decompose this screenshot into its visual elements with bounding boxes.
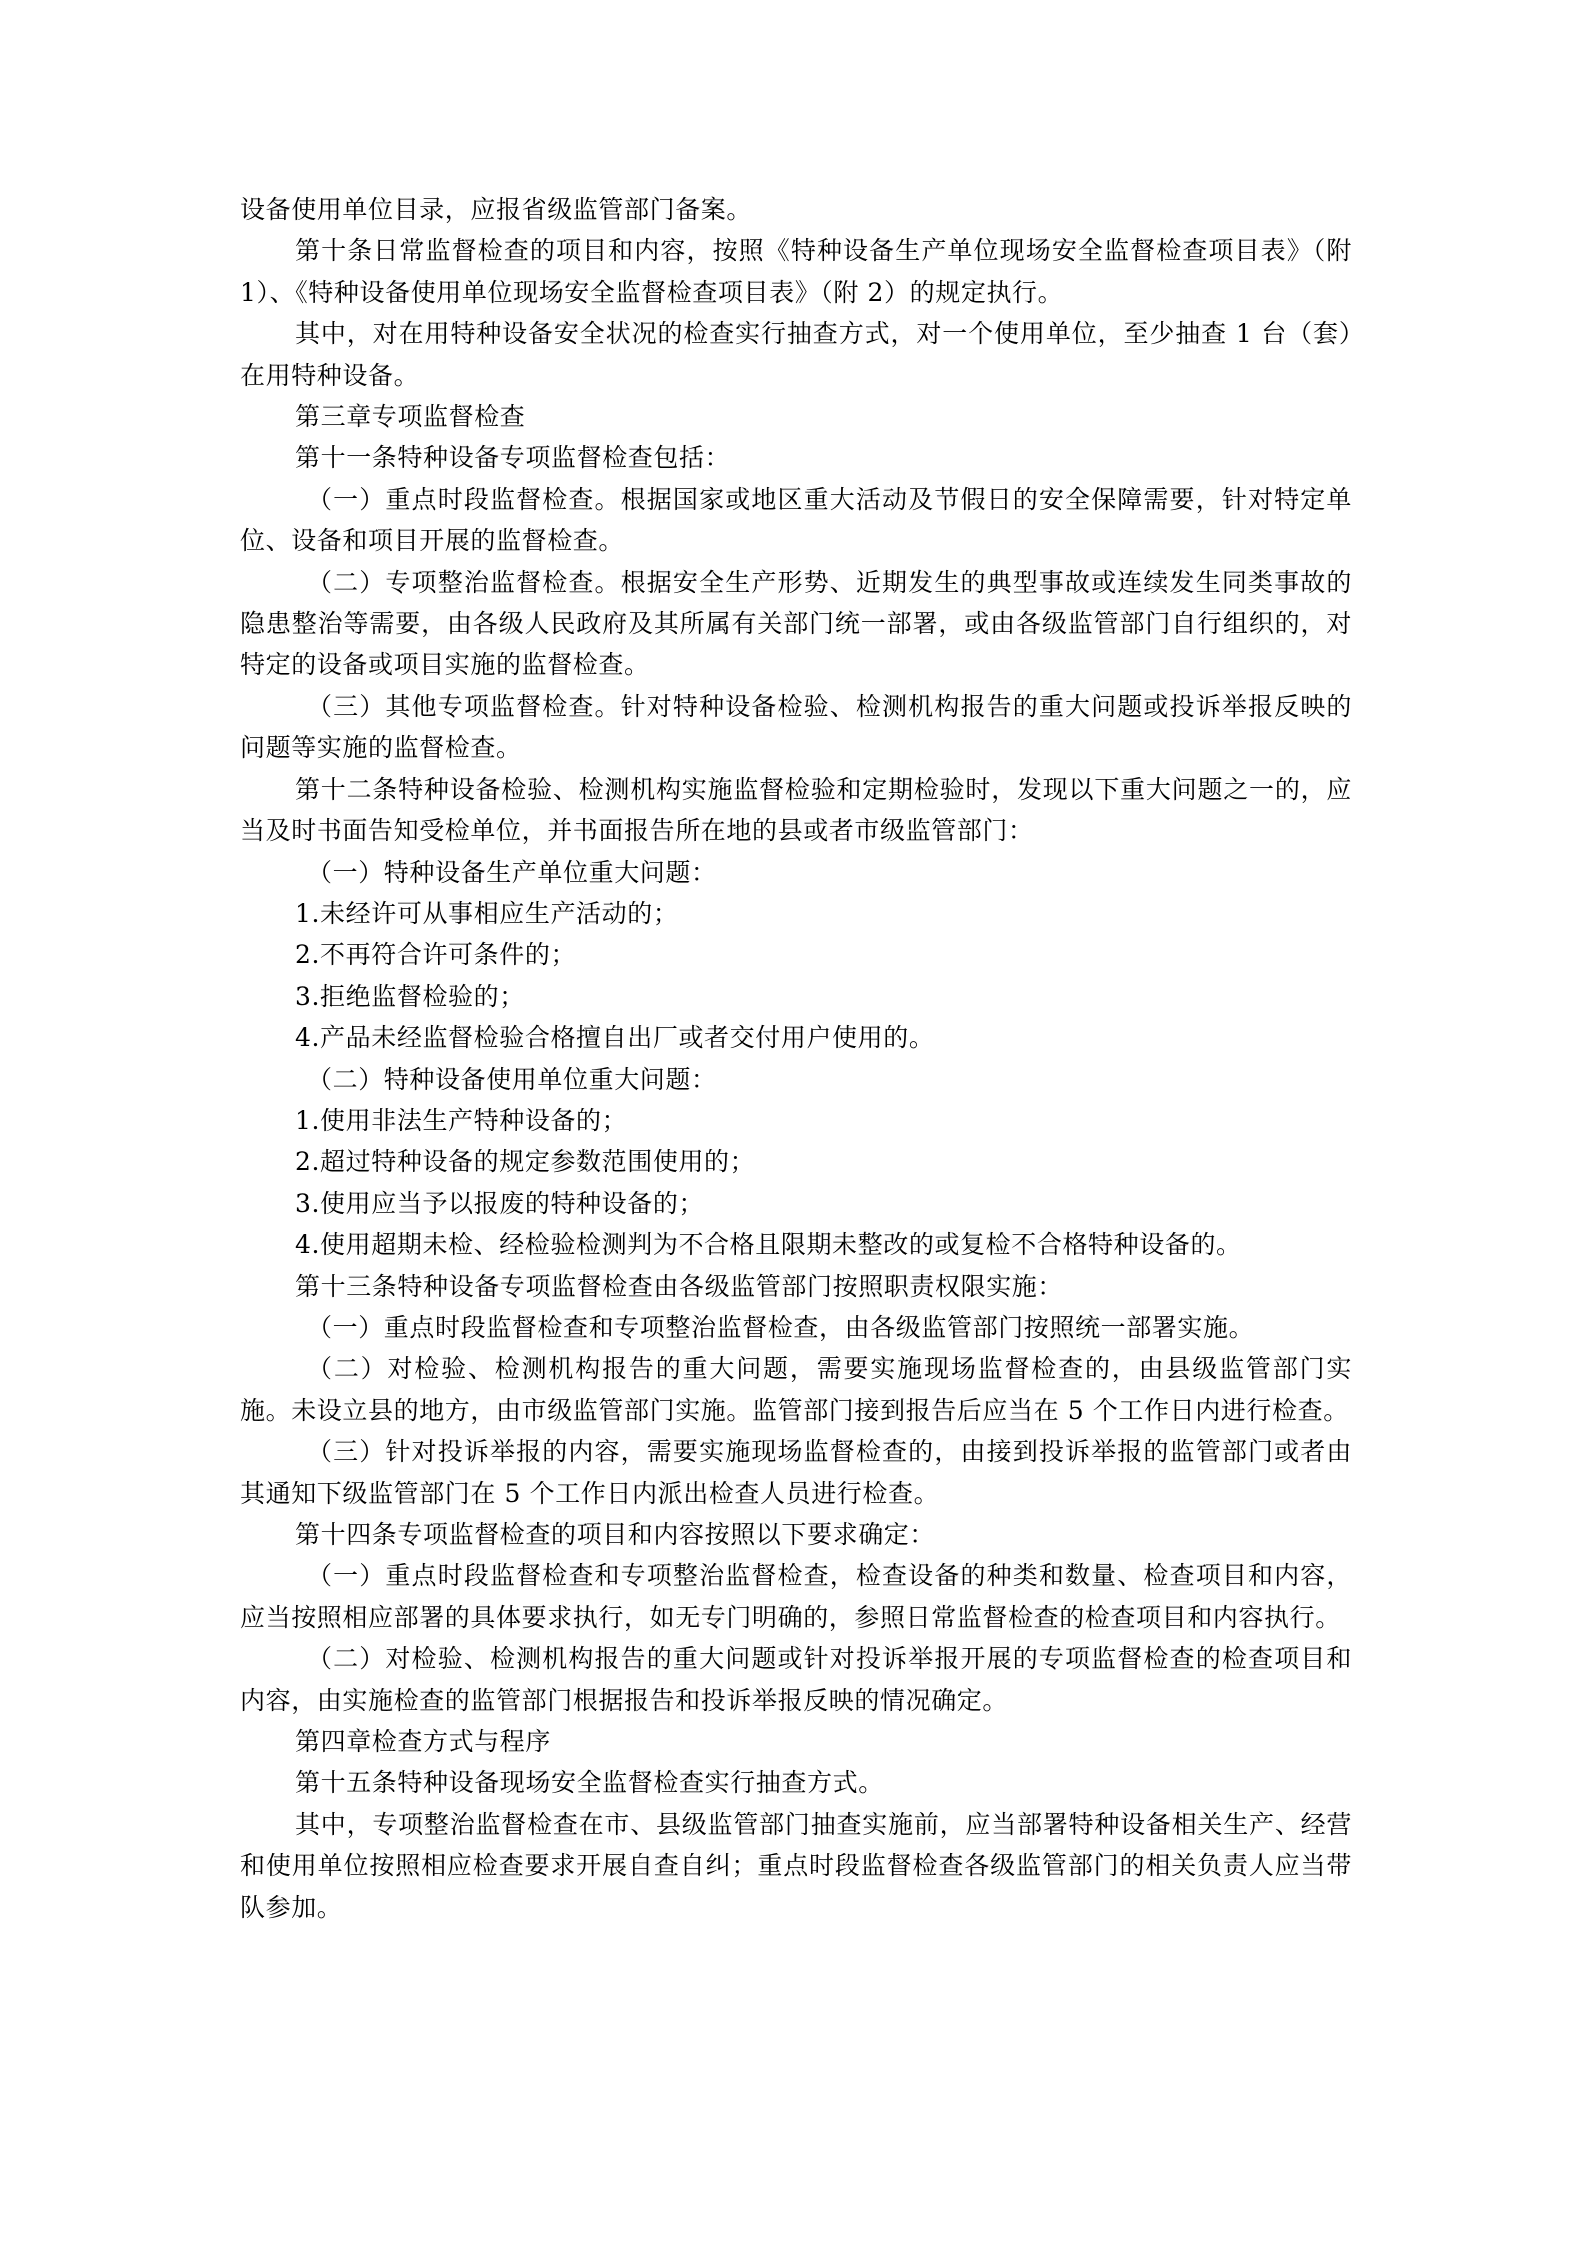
list-item: 3.使用应当予以报废的特种设备的； <box>295 1188 705 1218</box>
article-15-paragraph: 第十五条特种设备现场安全监督检查实行抽查方式。 <box>295 1768 884 1798</box>
list-item: （三）针对投诉举报的内容，需要实施现场监督检查的，由接到投诉举报的监管部门或者由其通知下级监管部门在 5 个工作日内派出检查人员进行检查。 <box>240 1437 1352 1508</box>
list-item: 2.超过特种设备的规定参数范围使用的； <box>295 1147 756 1177</box>
list-item: 3.拒绝监督检验的； <box>295 981 525 1011</box>
list-item: 1.未经许可从事相应生产活动的； <box>295 898 679 928</box>
paragraph: 其中，专项整治监督检查在市、县级监管部门抽查实施前，应当部署特种设备相关生产、经营和使用单位按照相应检查要求开展自查自纠；重点时段监督检查各级监管部门的相关负责人应当带队参加。 <box>240 1809 1352 1922</box>
list-item: 2.不再符合许可条件的； <box>295 940 577 970</box>
chapter-4-heading: 第四章检查方式与程序 <box>295 1727 552 1757</box>
document-body <box>240 189 1352 1928</box>
list-item: 4.使用超期未检、经检验检测判为不合格且限期未整改的或复检不合格特种设备的。 <box>295 1230 1242 1260</box>
list-item: （三）其他专项监督检查。针对特种设备检验、检测机构报告的重大问题或投诉举报反映的问题等实施的监督检查。 <box>240 691 1352 763</box>
list-item: （一）重点时段监督检查和专项整治监督检查，检查设备的种类和数量、检查项目和内容，应当按照相应部署的具体要求执行，如无专门明确的，参照日常监督检查的检查项目和内容执行。 <box>240 1561 1352 1632</box>
list-item: （一）重点时段监督检查和专项整治监督检查，由各级监管部门按照统一部署实施。 <box>307 1312 1255 1342</box>
article-12-paragraph: 第十二条特种设备检验、检测机构实施监督检验和定期检验时，发现以下重大问题之一的，应当及时书面告知受检单位，并书面报告所在地的县或者市级监管部门： <box>240 774 1352 846</box>
article-10-paragraph: 第十条日常监督检查的项目和内容，按照《特种设备生产单位现场安全监督检查项目表》（附 1）、《特种设备使用单位现场安全监督检查项目表》（附 2）的规定执行。 <box>240 236 1352 307</box>
list-item: （一）重点时段监督检查。根据国家或地区重大活动及节假日的安全保障需要，针对特定单位、设备和项目开展的监督检查。 <box>240 484 1352 556</box>
list-item: （二）特种设备使用单位重大问题： <box>307 1064 717 1094</box>
paragraph: 其中，对在用特种设备安全状况的检查实行抽查方式，对一个使用单位，至少抽查 1 台（套）在用特种设备。 <box>240 319 1352 390</box>
list-item: （二）对检验、检测机构报告的重大问题，需要实施现场监督检查的，由县级监管部门实施。未设立县的地方，由市级监管部门实施。监管部门接到报告后应当在 5 个工作日内进行检查。 <box>240 1354 1352 1425</box>
article-14-paragraph: 第十四条专项监督检查的项目和内容按照以下要求确定： <box>295 1520 936 1549</box>
list-item: 1.使用非法生产特种设备的； <box>295 1105 628 1135</box>
list-item: （二）对检验、检测机构报告的重大问题或针对投诉举报开展的专项监督检查的检查项目和内容，由实施检查的监管部门根据报告和投诉举报反映的情况确定。 <box>240 1644 1352 1715</box>
list-item: （二）专项整治监督检查。根据安全生产形势、近期发生的典型事故或连续发生同类事故的隐患整治等需要，由各级人民政府及其所属有关部门统一部署，或由各级监管部门自行组织的，对特定的设备或项目实施的监督检查。 <box>240 567 1352 680</box>
list-item: （一）特种设备生产单位重大问题： <box>307 857 717 887</box>
paragraph: 设备使用单位目录，应报省级监管部门备案。 <box>240 195 753 224</box>
list-item: 4.产品未经监督检验合格擅自出厂或者交付用户使用的。 <box>295 1023 935 1053</box>
article-11-paragraph: 第十一条特种设备专项监督检查包括： <box>295 443 731 473</box>
article-13-paragraph: 第十三条特种设备专项监督检查由各级监管部门按照职责权限实施： <box>295 1271 1064 1301</box>
chapter-3-heading: 第三章专项监督检查 <box>295 402 526 432</box>
